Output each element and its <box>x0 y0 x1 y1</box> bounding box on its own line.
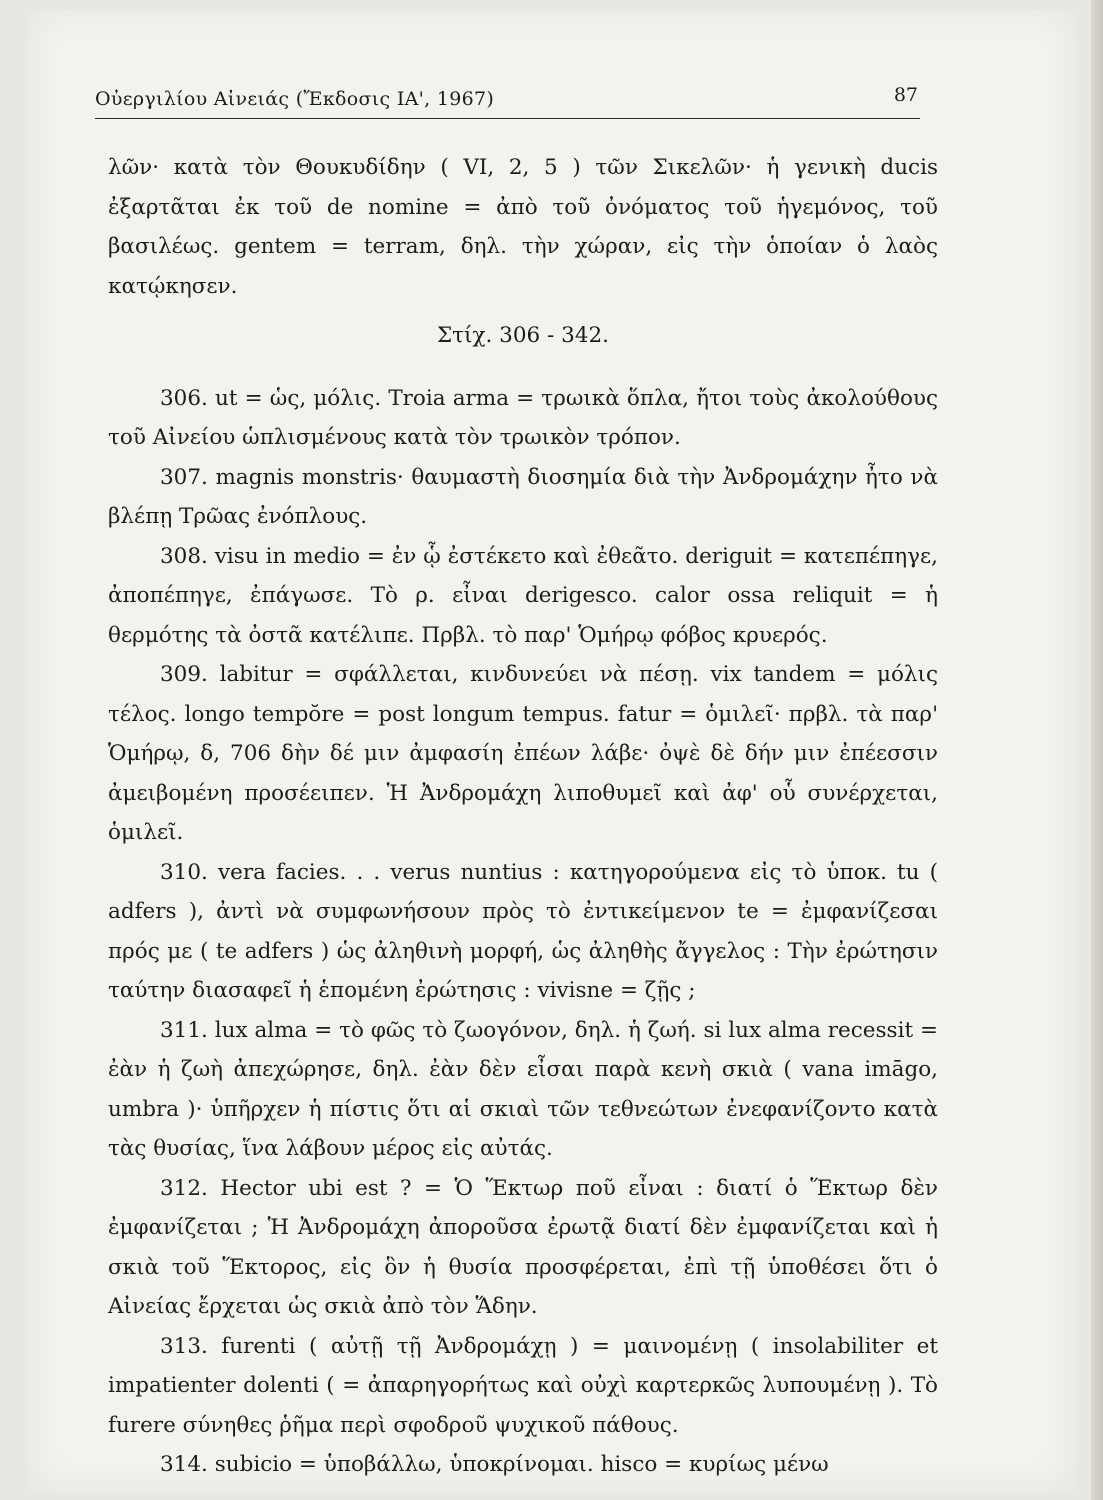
running-title: Οὐεργιλίου Αἰνειάς (Ἔκδοσις ΙΑ', 1967) <box>95 88 495 110</box>
note-311: 311. lux alma = τὸ φῶς τὸ ζωογόνον, δηλ. ἡ ζωή. si lux alma recessit = ἐὰν ἡ ζωὴ ἀπεχώρησε, δηλ. ἐὰν δὲν εἶσαι παρὰ κενὴ σκιὰ ( vana imāgo, umbra )· ὑπῆρχεν ἡ πίστις ὅτι αἱ σκιαὶ τῶν τεθνεώτων ἐνεφανίζοντο κατὰ τὰς θυσίας, ἵνα λάβουν μέρος εἰς αὐτάς. <box>108 1017 938 1161</box>
note-306: 306. ut = ὡς, μόλις. Troia arma = τρωικὰ ὅπλα, ἤτοι τοὺς ἀκολούθους τοῦ Αἰνείου ὡπλισμένους κατὰ τὸν τρωικὸν τρόπον. <box>108 385 938 450</box>
page-edge <box>1091 0 1103 1500</box>
note-313: 313. furenti ( αὐτῇ τῇ Ἀνδρομάχῃ ) = μαινομένῃ ( insolabiliter et impatienter dolenti ( = ἀπαρηγορήτως καὶ οὐχὶ καρτερκῶς λυπουμένῃ ). Τὸ furere σύνηθες ῥῆμα περὶ σφοδροῦ ψυχικοῦ πάθους. <box>108 1333 938 1438</box>
note-312: 312. Hector ubi est ? = Ὁ Ἕκτωρ ποῦ εἶναι : διατί ὁ Ἕκτωρ δὲν ἐμφανίζεται ; Ἡ Ἀνδρομάχη ἀποροῦσα ἐρωτᾷ διατί δὲν ἐμφανίζεται καὶ ἡ σκιὰ τοῦ Ἕκτορος, εἰς ὃν ἡ θυσία προσφέρεται, ἐπὶ τῇ ὑποθέσει ὅτι ὁ Αἰνείας ἔρχεται ὡς σκιὰ ἀπὸ τὸν Ἅδην. <box>108 1175 938 1319</box>
note-314: 314. subicio = ὑποβάλλω, ὑποκρίνομαι. hisco = κυρίως μένω <box>160 1452 829 1477</box>
page-number: 87 <box>893 84 918 106</box>
note-309: 309. labitur = σφάλλεται, κινδυνεύει νὰ πέσῃ. vix tandem = μόλις τέλος. longo tempŏre = post longum tempus. fatur = ὁμιλεῖ· πρβλ. τὰ παρ' Ὁμήρῳ, δ, 706 δὴν δέ μιν ἀμφασίη ἐπέων λάβε· ὀψὲ δὲ δήν μιν ἐπέεσσιν ἀμειβομένη προσέειπεν. Ἡ Ἀνδρομάχη λιποθυμεῖ καὶ ἀφ' οὗ συνέρχεται, ὁμιλεῖ. <box>108 662 938 845</box>
note-308: 308. visu in medio = ἐν ᾧ ἐστέκετο καὶ ἐθεᾶτο. deriguit = κατεπέπηγε, ἀποπέπηγε, ἐπάγωσε. Τὸ ρ. εἶναι derigesco. calor ossa reliquit = ἡ θερμότης τὰ ὀστᾶ κατέλιπε. Πρβλ. τὸ παρ' Ὁμήρῳ φόβος κρυερός. <box>108 543 938 648</box>
section-heading: Στίχ. 306 - 342. <box>436 323 610 348</box>
note-310: 310. vera facies. . . verus nuntius : κατηγορούμενα εἰς τὸ ὑποκ. tu ( adfers ), ἀντὶ νὰ συμφωνήσουν πρὸς τὸ ἐντικείμενον te = ἐμφανίζεσαι πρός με ( te adfers ) ὡς ἀληθινὴ μορφή, ὡς ἀληθὴς ἄγγελος : Τὴν ἐρώτησιν ταύτην διασαφεῖ ἡ ἑπομένη ἐρώτησις : vivisne = ζῇς ; <box>108 859 938 1003</box>
note-307: 307. magnis monstris· θαυμαστὴ διοσημία διὰ τὴν Ἀνδρομάχην ἦτο νὰ βλέπῃ Τρῶας ἐνόπλους. <box>108 464 938 529</box>
intro-paragraph: λῶν· κατὰ τὸν Θουκυδίδην ( VI, 2, 5 ) τῶν Σικελῶν· ἡ γενικὴ ducis ἐξαρτᾶται ἐκ τοῦ de nomine = ἀπὸ τοῦ ὀνόματος τοῦ ἡγεμόνος, τοῦ βασιλέως. gentem = terram, δηλ. τὴν χώραν, εἰς τὴν ὁποίαν ὁ λαὸς κατῴκησεν. <box>108 155 938 299</box>
page-header <box>95 82 920 119</box>
body-text <box>108 148 938 1485</box>
